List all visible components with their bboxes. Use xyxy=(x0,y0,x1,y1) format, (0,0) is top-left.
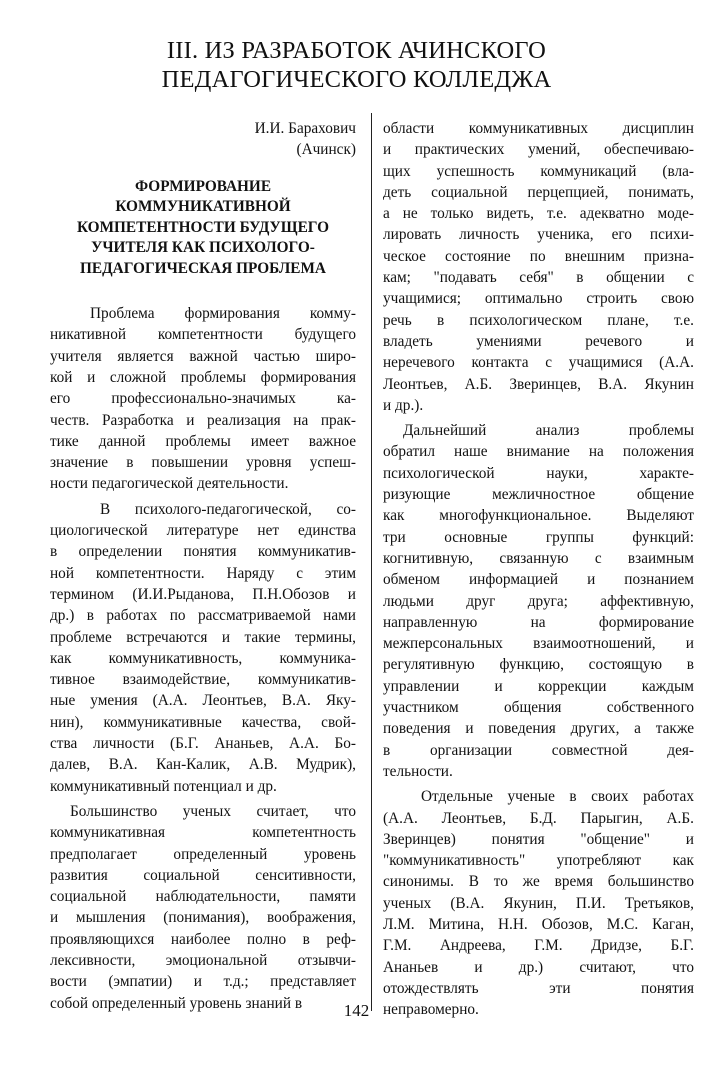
text-line: и др.). xyxy=(383,396,424,414)
article-title-line: КОММУНИКАТИВНОЙ xyxy=(115,198,291,216)
paragraph xyxy=(383,420,694,782)
text-line: отождествлять эти понятия xyxy=(383,979,694,997)
article-title-line: КОМПЕТЕНТНОСТИ БУДУЩЕГО xyxy=(76,218,330,236)
text-line: коммуникативная компетентность xyxy=(50,824,356,842)
text-line: кой и сложной проблемы формирования xyxy=(50,368,356,386)
text-line: ной компетентности. Наряду с этим xyxy=(50,564,356,582)
text-line: социальной наблюдательности, памяти xyxy=(50,888,356,906)
text-line: кам; "подавать себя" в общении с xyxy=(383,269,694,287)
paragraph xyxy=(50,801,356,1014)
text-line: синонимы. В то же время большинство xyxy=(383,873,694,891)
text-line: тивное взаимодействие, коммуникатив- xyxy=(50,671,356,689)
text-line: проблеме встречаются и такие термины, xyxy=(50,628,356,646)
text-line: поведения и поведения других, а также xyxy=(383,720,694,738)
author-city: (Ачинск) xyxy=(296,141,356,159)
text-line: в определении понятия коммуникатив- xyxy=(50,543,356,561)
text-line: далев, В.А. Кан-Калик, А.В. Мудрик), xyxy=(50,756,356,774)
right-body-text xyxy=(383,118,694,1020)
text-line: его профессионально-значимых ка- xyxy=(50,390,356,408)
text-line: как коммуникативность, коммуника- xyxy=(50,649,356,667)
text-line: др.) в работах по рассматриваемой нами xyxy=(50,607,356,625)
text-line: учащимися; оптимально строить свою xyxy=(383,290,694,308)
text-line: вости (эмпатии) и т.д.; представляет xyxy=(50,973,356,991)
text-line: нин), коммуникативные качества, свой- xyxy=(50,713,356,731)
text-line: лировать личность ученика, его психи- xyxy=(383,226,694,244)
author-block xyxy=(50,118,356,161)
text-line: Ананьев и др.) считают, что xyxy=(383,958,694,976)
paragraph xyxy=(383,786,694,1020)
text-line: значение в повышении уровня успеш- xyxy=(50,454,356,472)
text-line: честв. Разработка и реализация на прак- xyxy=(50,411,356,429)
text-line: В психолого-педагогической, со- xyxy=(100,500,356,518)
text-line: а не только видеть, т.е. адекватно моде- xyxy=(383,205,694,223)
text-line: проявляющихся наиболее полно в реф- xyxy=(50,930,356,948)
section-heading-line-2: ПЕДАГОГИЧЕСКОГО КОЛЛЕДЖА xyxy=(161,66,552,93)
text-line: ные умения (А.А. Леонтьев, В.А. Яку- xyxy=(50,692,356,710)
text-line: участником общения собственного xyxy=(383,699,694,717)
left-column xyxy=(50,118,356,1014)
text-line: тельности. xyxy=(383,762,453,780)
text-line: в организации совместной дея- xyxy=(383,741,694,759)
text-line: людьми друг друга; аффективную, xyxy=(383,592,694,610)
article-title-line: ФОРМИРОВАНИЕ xyxy=(134,177,272,195)
text-line: управлении и коррекции каждым xyxy=(383,677,694,695)
text-line: циологической литературе нет единства xyxy=(50,522,356,540)
section-heading xyxy=(20,36,693,94)
text-line: коммуникативный потенциал и др. xyxy=(50,777,277,795)
text-line: Дальнейший анализ проблемы xyxy=(403,422,694,440)
text-line: обменом информацией и познанием xyxy=(383,571,694,589)
text-line: ческое состояние по внешним призна- xyxy=(383,247,694,265)
text-line: "коммуникативность" употребляют как xyxy=(383,852,694,870)
right-column xyxy=(383,118,694,1020)
text-line: Г.М. Андреева, Г.М. Дридзе, Б.Г. xyxy=(383,937,694,955)
text-line: ризующие межличностное общение xyxy=(383,486,694,504)
text-line: лексивности, эмоциональной отзывчи- xyxy=(50,952,356,969)
article-title-line: УЧИТЕЛЯ КАК ПСИХОЛОГО- xyxy=(91,239,315,257)
text-line: как многофункциональное. Выделяют xyxy=(383,507,694,525)
left-body-text xyxy=(50,303,356,1014)
text-line: развития социальной сенситивности, xyxy=(50,866,356,884)
text-line: Л.М. Митина, Н.Н. Обозов, М.С. Каган, xyxy=(383,915,694,933)
text-line: ности педагогической деятельности. xyxy=(50,475,289,493)
text-line: щих успешность коммуникаций (вла- xyxy=(383,162,694,180)
text-line: (А.А. Леонтьев, Б.Д. Парыгин, А.Б. xyxy=(383,809,694,827)
article-title-line: ПЕДАГОГИЧЕСКАЯ ПРОБЛЕМА xyxy=(80,259,326,277)
text-line: регулятивную функцию, состоящую в xyxy=(383,656,694,674)
text-line: Леонтьев, А.Б. Зверинцев, В.А. Якунин xyxy=(383,375,694,393)
text-line: когнитивную, связанную с взаимным xyxy=(383,549,694,567)
article-title xyxy=(50,177,356,280)
text-line: и практических умений, обеспечиваю- xyxy=(383,141,694,159)
text-line: тике данной проблемы имеет важное xyxy=(50,432,356,450)
text-line: обратил наше внимание на положения xyxy=(383,443,694,461)
text-line: никативной компетентности будущего xyxy=(50,326,356,344)
paragraph xyxy=(383,118,694,416)
text-line: направленную на формирование xyxy=(383,613,694,631)
text-line: ученых (В.А. Якунин, П.И. Третьяков, xyxy=(383,894,694,912)
text-line: термином (И.И.Рыданова, П.Н.Обозов и xyxy=(50,585,356,603)
text-line: собой определенный уровень знаний в xyxy=(50,994,303,1012)
text-line: учителя является важной частью широ- xyxy=(50,347,356,365)
section-heading-line-1: III. ИЗ РАЗРАБОТОК АЧИНСКОГО xyxy=(166,37,547,64)
text-line: три основные группы функций: xyxy=(383,528,694,546)
text-line: владеть умениями речевого и xyxy=(383,332,694,350)
page-number: 142 xyxy=(343,1001,370,1020)
text-line: предполагает определенный уровень xyxy=(50,845,356,863)
text-line: Проблема формирования комму- xyxy=(90,305,356,323)
column-divider xyxy=(371,113,372,1011)
text-line: психологической науки, характе- xyxy=(383,464,694,482)
text-line: Большинство ученых считает, что xyxy=(70,802,356,820)
author-name: И.И. Барахович xyxy=(254,120,356,137)
paragraph xyxy=(50,303,356,495)
paragraph xyxy=(50,499,356,797)
text-line: области коммуникативных дисциплин xyxy=(383,120,694,137)
text-line: межперсональных взаимоотношений, и xyxy=(383,635,694,653)
text-line: Отдельные ученые в своих работах xyxy=(421,788,694,806)
text-line: деть социальной перцепцией, понимать, xyxy=(383,183,694,201)
text-line: ства личности (Б.Г. Ананьев, А.А. Бо- xyxy=(50,735,356,753)
text-line: неречевого контакта с учащимися (А.А. xyxy=(383,354,694,372)
text-line: неправомерно. xyxy=(383,1001,479,1019)
text-line: речь в психологическом плане, т.е. xyxy=(383,311,694,329)
text-line: Зверинцев) понятия "общение" и xyxy=(383,830,694,848)
text-line: и мышления (понимания), воображения, xyxy=(50,909,356,927)
